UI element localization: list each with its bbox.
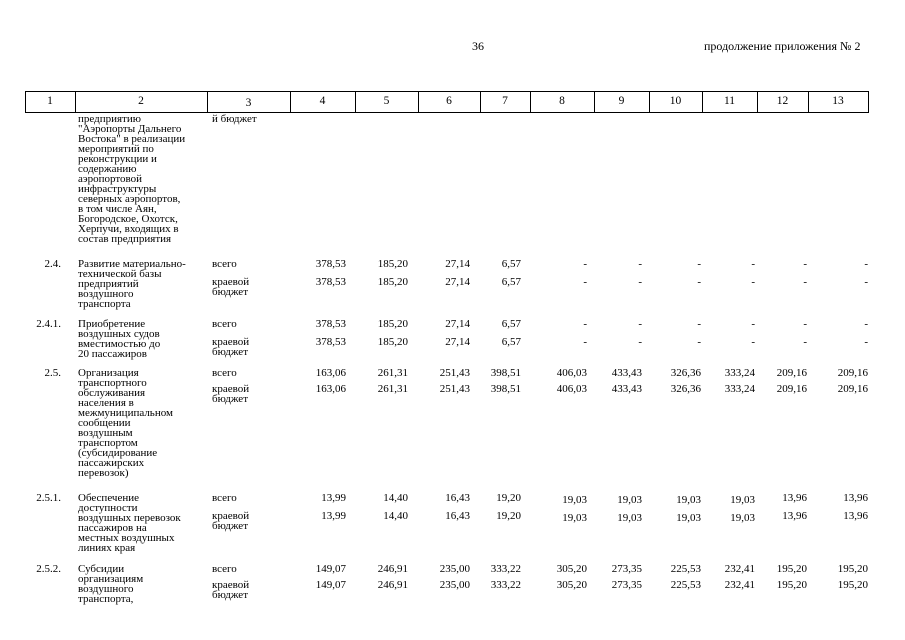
fund-source-line: бюджет xyxy=(212,346,248,358)
item-name-line: содержанию xyxy=(78,163,137,175)
table-cell-value: 261,31 xyxy=(377,367,408,379)
item-name-line: воздушного xyxy=(78,288,134,300)
item-number: 2.5. xyxy=(44,367,61,379)
item-name-line: Обеспечение xyxy=(78,492,139,504)
table-cell-value: 6,57 xyxy=(501,276,521,288)
item-name-line: Субсидии xyxy=(78,563,125,575)
item-number: 2.4.1. xyxy=(36,318,61,330)
table-cell-value: 209,16 xyxy=(837,383,868,395)
item-name-line: реконструкции и xyxy=(78,153,157,165)
table-cell-value: - xyxy=(803,318,807,330)
fund-source-line: краевой xyxy=(212,276,250,288)
item-number: 2.4. xyxy=(44,258,61,270)
table-cell-value: 13,99 xyxy=(321,492,346,504)
header-bottom-border xyxy=(25,112,868,113)
fund-source-line: краевой xyxy=(212,510,250,522)
table-cell-value: 433,43 xyxy=(611,383,642,395)
table-cell-value: - xyxy=(864,276,868,288)
table-cell-value: 235,00 xyxy=(439,579,470,591)
table-cell-value: 6,57 xyxy=(501,318,521,330)
item-name-line: (субсидирование xyxy=(78,447,158,459)
fund-source-line: всего xyxy=(212,258,237,270)
table-cell-value: 27,14 xyxy=(445,318,470,330)
item-name-line: местных воздушных xyxy=(78,532,175,544)
table-cell-value: 13,96 xyxy=(782,510,807,522)
item-name-line: Приобретение xyxy=(78,318,146,330)
item-name-line: предприятию xyxy=(78,113,141,125)
column-number: 13 xyxy=(832,95,844,107)
item-name-line: Богородское, Охотск, xyxy=(78,213,178,225)
item-name-line: воздушных перевозок xyxy=(78,512,181,524)
item-name-line: перевозок) xyxy=(78,467,129,479)
item-name-line: вместимостью до xyxy=(78,338,161,350)
table-cell-value: 6,57 xyxy=(501,336,521,348)
table-cell-value: 19,03 xyxy=(730,494,755,506)
item-number: 2.5.2. xyxy=(36,563,61,575)
item-name-line: Востока" в реализации xyxy=(78,133,186,145)
fund-source-line: бюджет xyxy=(212,286,248,298)
table-cell-value: - xyxy=(803,258,807,270)
table-cell-value: 19,03 xyxy=(730,512,755,524)
column-number: 2 xyxy=(138,95,144,107)
table-cell-value: 246,91 xyxy=(377,563,408,575)
table-cell-value: - xyxy=(697,336,701,348)
table-cell-value: - xyxy=(864,258,868,270)
item-name-line: Херпучи, входящих в xyxy=(78,223,179,235)
table-cell-value: 13,96 xyxy=(782,492,807,504)
table-cell-value: 398,51 xyxy=(490,383,521,395)
fund-source-line: бюджет xyxy=(212,520,248,532)
table-cell-value: 333,24 xyxy=(724,383,755,395)
column-number: 1 xyxy=(47,95,53,107)
item-name-line: воздушным xyxy=(78,427,133,439)
column-number: 12 xyxy=(776,95,789,107)
table-cell-value: 209,16 xyxy=(776,367,807,379)
table-cell-value: - xyxy=(697,258,701,270)
item-name-line: состав предприятия xyxy=(78,233,172,245)
table-cell-value: - xyxy=(864,336,868,348)
table-cell-value: 19,03 xyxy=(562,512,587,524)
table-cell-value: 225,53 xyxy=(670,579,701,591)
table-cell-value: 273,35 xyxy=(611,579,642,591)
table-cell-value: - xyxy=(864,318,868,330)
fund-source-line: бюджет xyxy=(212,393,248,405)
table-cell-value: 19,03 xyxy=(562,494,587,506)
column-number: 9 xyxy=(618,95,625,107)
table-cell-value: 163,06 xyxy=(315,383,346,395)
table-cell-value: 16,43 xyxy=(445,492,470,504)
header-top-border xyxy=(25,91,868,92)
table-cell-value: 6,57 xyxy=(501,258,521,270)
item-name-line: северных аэропортов, xyxy=(78,193,181,205)
table-cell-value: 209,16 xyxy=(837,367,868,379)
item-name-line: сообщении xyxy=(78,417,131,429)
item-name-line: 20 пассажиров xyxy=(78,348,147,360)
table-cell-value: 13,99 xyxy=(321,510,346,522)
item-number: 2.5.1. xyxy=(36,492,61,504)
item-name-line: межмуниципальном xyxy=(78,407,173,419)
item-name-line: в том числе Аян, xyxy=(78,203,157,215)
table-cell-value: 19,20 xyxy=(496,510,521,522)
table-cell-value: 235,00 xyxy=(439,563,470,575)
table-cell-value: 185,20 xyxy=(377,318,408,330)
fund-source-line: всего xyxy=(212,318,237,330)
table-cell-value: - xyxy=(697,318,701,330)
item-name-line: транспортного xyxy=(78,377,147,389)
table-cell-value: - xyxy=(638,276,642,288)
table-cell-value: - xyxy=(751,318,755,330)
table-cell-value: 195,20 xyxy=(776,579,807,591)
item-name-line: пассажиров на xyxy=(78,522,147,534)
fund-source-line: краевой xyxy=(212,336,250,348)
table-cell-value: 185,20 xyxy=(377,276,408,288)
table-cell-value: 16,43 xyxy=(445,510,470,522)
table-cell-value: - xyxy=(583,258,587,270)
table-cell-value: 14,40 xyxy=(383,510,408,522)
table-cell-value: 195,20 xyxy=(776,563,807,575)
item-name-line: технической базы xyxy=(78,268,162,280)
table-cell-value: 261,31 xyxy=(377,383,408,395)
table-cell-value: 232,41 xyxy=(724,579,755,591)
item-name-line: мероприятий по xyxy=(78,143,154,155)
table-cell-value: 378,53 xyxy=(315,318,346,330)
table-cell-value: 225,53 xyxy=(670,563,701,575)
item-name-line: инфраструктуры xyxy=(78,183,157,195)
fund-source-line: й бюджет xyxy=(212,113,257,125)
table-cell-value: 27,14 xyxy=(445,276,470,288)
table-cell-value: - xyxy=(638,336,642,348)
table-cell-value: 326,36 xyxy=(670,367,701,379)
column-number: 5 xyxy=(383,95,390,107)
table-cell-value: 246,91 xyxy=(377,579,408,591)
table-cell-value: 333,24 xyxy=(724,367,755,379)
table-cell-value: 406,03 xyxy=(556,367,587,379)
table-cell-value: 185,20 xyxy=(377,258,408,270)
item-name-line: Развитие материально- xyxy=(78,258,186,270)
fund-source-line: краевой xyxy=(212,383,250,395)
continuation-note: продолжение приложения № 2 xyxy=(704,39,861,53)
table-cell-value: - xyxy=(751,276,755,288)
table-cell-value: 251,43 xyxy=(439,367,470,379)
table-cell-value: 27,14 xyxy=(445,336,470,348)
table-cell-value: - xyxy=(638,258,642,270)
item-name-line: организациям xyxy=(78,573,144,585)
item-name-line: предприятий xyxy=(78,278,139,290)
item-name-line: пассажирских xyxy=(78,457,145,469)
table-cell-value: - xyxy=(697,276,701,288)
table-cell-value: 209,16 xyxy=(776,383,807,395)
table-cell-value: 185,20 xyxy=(377,336,408,348)
table-cell-value: 378,53 xyxy=(315,258,346,270)
table-cell-value: 27,14 xyxy=(445,258,470,270)
table-cell-value: 326,36 xyxy=(670,383,701,395)
column-number: 4 xyxy=(319,95,326,107)
table-cell-value: 251,43 xyxy=(439,383,470,395)
table-cell-value: 19,03 xyxy=(676,494,701,506)
table-cell-value: 19,03 xyxy=(676,512,701,524)
column-number: 3 xyxy=(245,97,252,109)
table-cell-value: - xyxy=(803,336,807,348)
column-number: 7 xyxy=(502,95,508,107)
fund-source-line: бюджет xyxy=(212,589,248,601)
fund-source-line: всего xyxy=(212,492,237,504)
item-name-line: населения в xyxy=(78,397,134,409)
table-cell-value: 13,96 xyxy=(843,510,868,522)
column-number: 10 xyxy=(669,95,682,107)
table-cell-value: 378,53 xyxy=(315,276,346,288)
item-name-line: доступности xyxy=(78,502,138,514)
column-number: 8 xyxy=(559,95,565,107)
fund-source-line: всего xyxy=(212,563,237,575)
table-cell-value: 273,35 xyxy=(611,563,642,575)
table-cell-value: 19,03 xyxy=(617,512,642,524)
item-name-line: Организация xyxy=(78,367,139,379)
fund-source-line: краевой xyxy=(212,579,250,591)
table-cell-value: 19,20 xyxy=(496,492,521,504)
header-divider xyxy=(868,91,869,113)
table-cell-value: - xyxy=(803,276,807,288)
table-cell-value: 19,03 xyxy=(617,494,642,506)
table-cell-value: 406,03 xyxy=(556,383,587,395)
item-name-line: транспорта, xyxy=(78,593,134,605)
table-cell-value: 333,22 xyxy=(490,579,521,591)
table-cell-value: - xyxy=(751,336,755,348)
table-cell-value: 163,06 xyxy=(315,367,346,379)
table-cell-value: - xyxy=(583,318,587,330)
table-cell-value: - xyxy=(583,336,587,348)
fund-source-line: всего xyxy=(212,367,237,379)
item-name-line: воздушного xyxy=(78,583,134,595)
table-cell-value: 305,20 xyxy=(556,579,587,591)
table-cell-value: 232,41 xyxy=(724,563,755,575)
table-cell-value: 333,22 xyxy=(490,563,521,575)
table-cell-value: 195,20 xyxy=(837,563,868,575)
table-cell-value: - xyxy=(751,258,755,270)
table-cell-value: 433,43 xyxy=(611,367,642,379)
table-cell-value: 149,07 xyxy=(315,563,346,575)
column-number: 11 xyxy=(723,95,736,107)
table-cell-value: 13,96 xyxy=(843,492,868,504)
column-number: 6 xyxy=(446,95,452,107)
table-cell-value: 398,51 xyxy=(490,367,521,379)
table-cell-value: 305,20 xyxy=(556,563,587,575)
item-name-line: "Аэропорты Дальнего xyxy=(78,123,182,135)
table-cell-value: 14,40 xyxy=(383,492,408,504)
table-cell-value: - xyxy=(583,276,587,288)
item-name-line: транспорта xyxy=(78,298,131,310)
table-cell-value: 378,53 xyxy=(315,336,346,348)
table-cell-value: 195,20 xyxy=(837,579,868,591)
table-cell-value: - xyxy=(638,318,642,330)
item-name-line: обслуживания xyxy=(78,387,146,399)
table-cell-value: 149,07 xyxy=(315,579,346,591)
page-number: 36 xyxy=(472,39,484,53)
item-name-line: линиях края xyxy=(78,542,136,554)
item-name-line: аэропортовой xyxy=(78,173,143,185)
item-name-line: воздушных судов xyxy=(78,328,160,340)
item-name-line: транспортом xyxy=(78,437,138,449)
